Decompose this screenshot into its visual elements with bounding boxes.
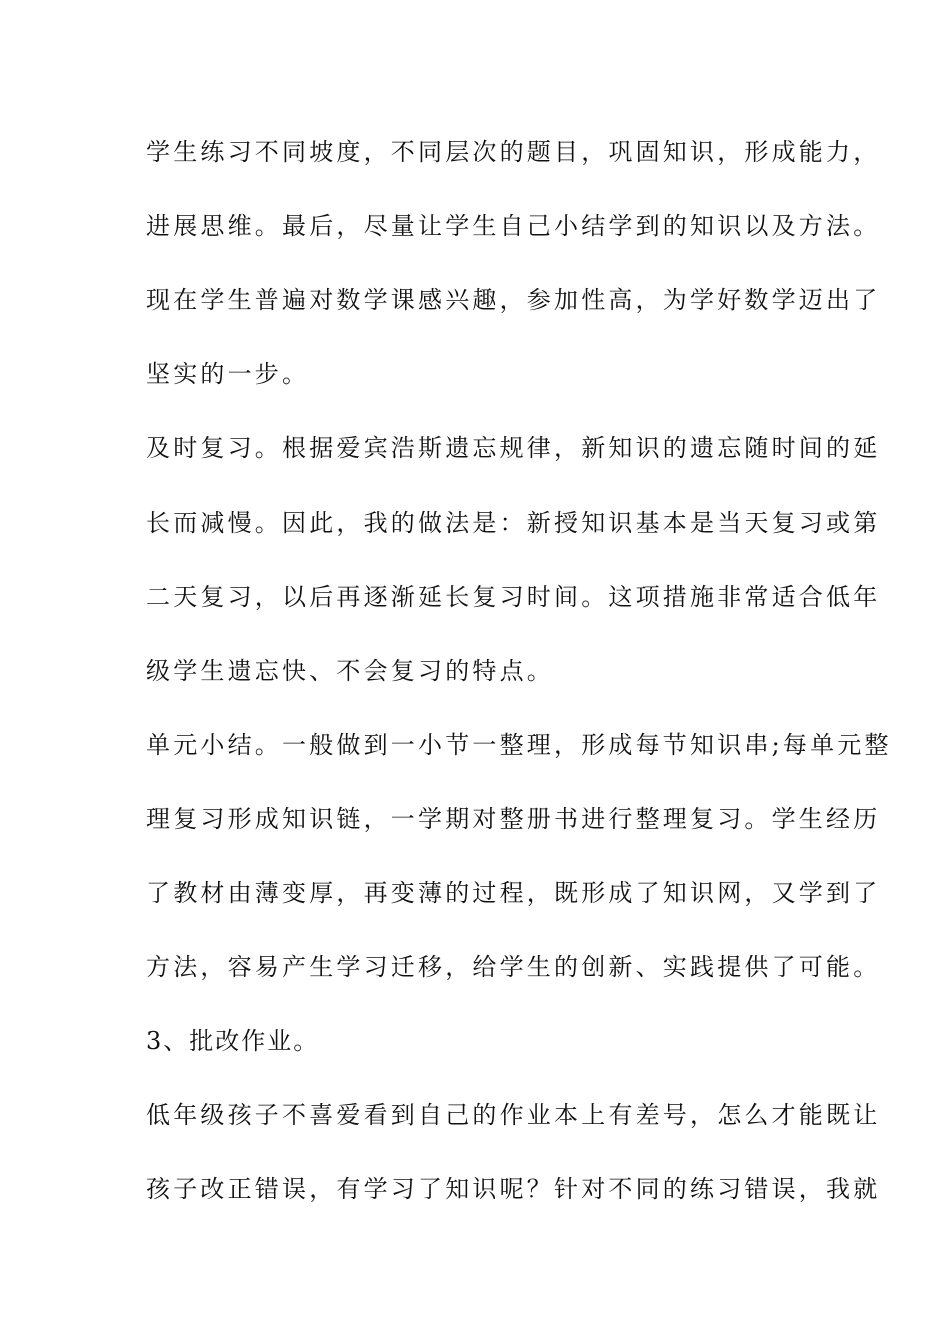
text-line: 二天复习，以后再逐渐延长复习时间。这项措施非常适合低年 xyxy=(146,583,881,611)
text-line: 了教材由薄变厚，再变薄的过程，既形成了知识网，又学到了 xyxy=(146,879,881,907)
text-line: 级学生遗忘快、不会复习的特点。 xyxy=(146,657,554,685)
text-line: 坚实的一步。 xyxy=(146,360,310,388)
text-line: 单元小结。一般做到一小节一整理，形成每节知识串;每单元整 xyxy=(146,731,892,759)
text-line: 学生练习不同坡度，不同层次的题目，巩固知识，形成能力， xyxy=(146,138,881,166)
text-line: 孩子改正错误，有学习了知识呢？针对不同的练习错误，我就 xyxy=(146,1175,881,1203)
text-line: 现在学生普遍对数学课感兴趣，参加性高，为学好数学迈出了 xyxy=(146,286,881,314)
text-line: 方法，容易产生学习迁移，给学生的创新、实践提供了可能。 xyxy=(146,953,881,981)
text-line: 长而减慢。因此，我的做法是：新授知识基本是当天复习或第 xyxy=(146,509,881,537)
section-heading: 3、批改作业。 xyxy=(146,1027,320,1055)
text-line: 进展思维。最后，尽量让学生自己小结学到的知识以及方法。 xyxy=(146,212,881,240)
text-line: 及时复习。根据爱宾浩斯遗忘规律，新知识的遗忘随时间的延 xyxy=(146,434,881,462)
text-line: 低年级孩子不喜爱看到自己的作业本上有差号，怎么才能既让 xyxy=(146,1101,881,1129)
text-line: 理复习形成知识链，一学期对整册书进行整理复习。学生经历 xyxy=(146,805,881,833)
